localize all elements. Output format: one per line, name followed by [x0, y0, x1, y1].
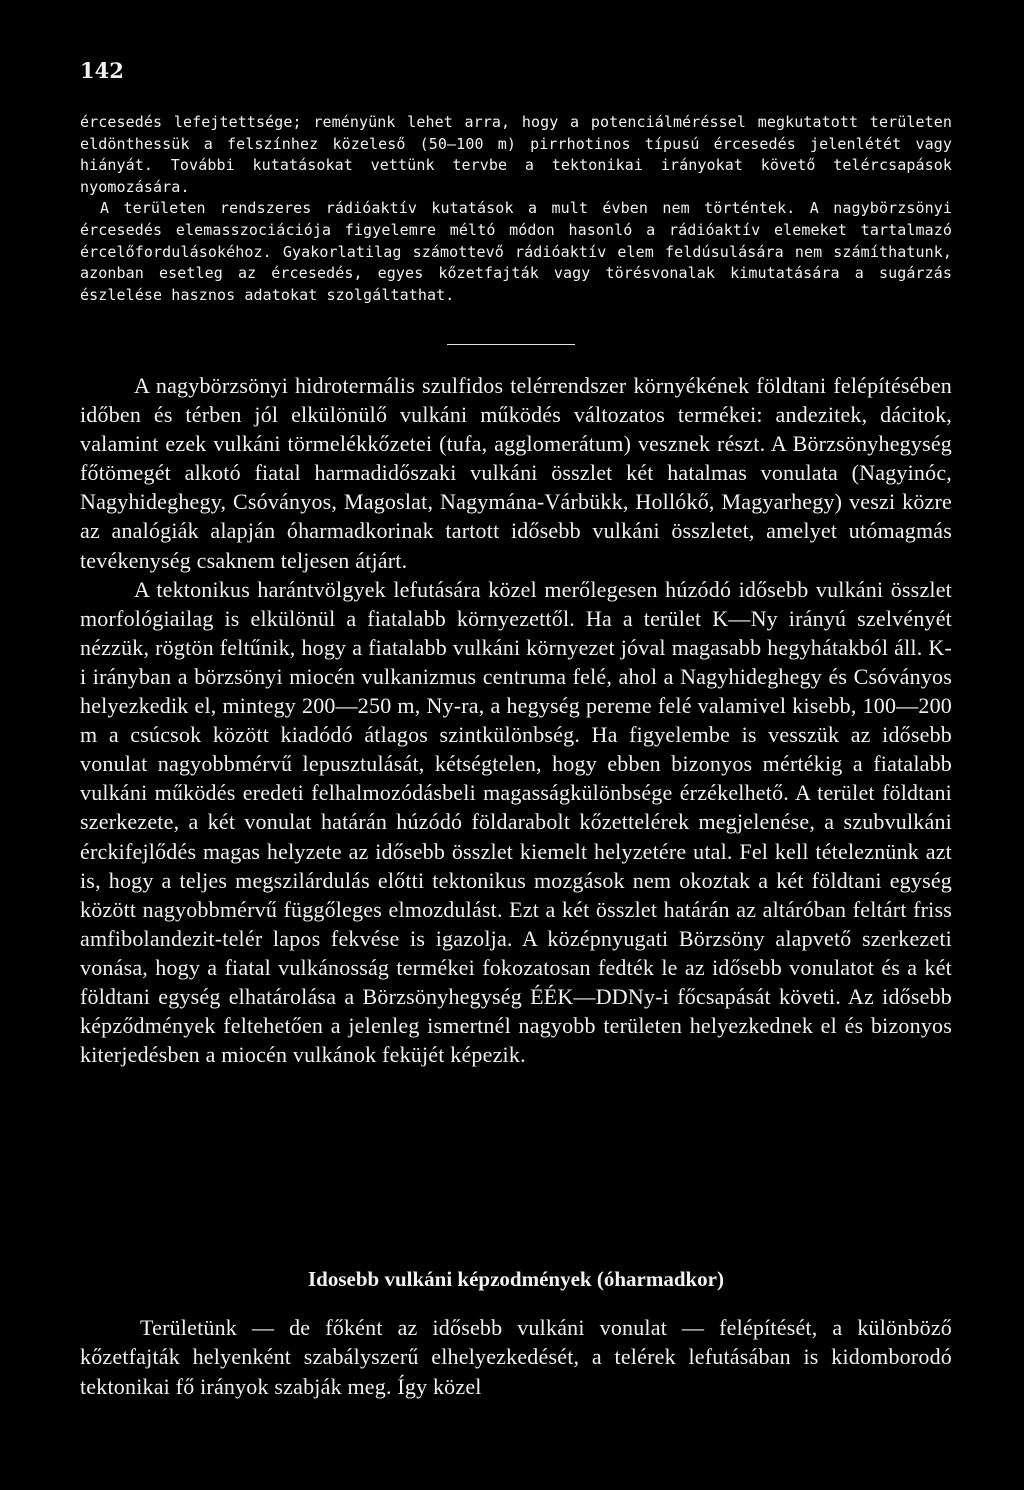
section-divider [447, 344, 575, 345]
body-paragraph: A tektonikus harántvölgyek lefutására közel merőlegesen húzódó idősebb vulkáni összlet morfológiailag is elkülönül a fiatalabb környezettől. Ha a terület K—Ny irányú szelvényét nézzük, rögtön feltűnik, hogy a fiatalabb vulkáni környezet jóval magasabb hegyhátakból áll. K-i irányban a börzsönyi miocén vulkanizmus centruma felé, ahol a Nagyhideghegy és Csóványos helyezkedik el, mintegy 200—250 m, Ny-ra, a hegység pereme felé valamivel kisebb, 100—200 m a csúcsok között kiadódó átlagos szintkülönbség. Ha figyelembe is vesszük az idősebb vonulat nagyobbmérvű lepusztulását, kétségtelen, hogy ebben bizonyos mértékig a fiatalabb vulkáni működés eredeti felhalmozódásbeli magasságkülönbsége érzékelhető. A terület földtani szerkezete, a két vonulat határán húzódó földarabolt kőzettelérek megjelenése, a szubvulkáni érckifejlődés magas helyzete az idősebb összlet kiemelt helyzetére utal. Fel kell tételeznünk azt is, hogy a teljes megszilárdulás előtti tektonikus mozgások nem okoztak a két földtani egység között nagyobbmérvű függőleges elmozdulást. Ezt a két összlet határán az altáróban feltárt friss amfibolandezit-telér lapos fekvése is igazolja. A középnyugati Börzsöny alapvető szerkezeti vonása, hogy a fiatal vulkánosság termékei fokozatosan fedték le az idősebb vonulatot és a két földtani egység elhatárolása a Börzsönyhegység ÉÉK—DDNy-i főcsapását követi. Az idősebb képződmények feltehetően a jelenleg ismertnél nagyobb területen helyezkednek el és bizonyos kiterjedésben a miocén vulkánok feküjét képezik. [80, 576, 952, 1068]
small-paragraph: A területen rendszeres rádióaktív kutatások a mult évben nem történtek. A nagybörzsönyi ércesedés elemasszociációja figyelemre méltó módon hasonló a rádióaktív elemeket tartalmazó ércelőfordulásokéhoz. Gyakorlatilag számottevő rádióaktív elem feldúsulására nem számíthatunk, azonban esetleg az ércesedés, egyes kőzetfajták vagy törésvonalak kimutatására a sugárzás észlelése hasznos adatokat szolgáltathat. [80, 199, 952, 304]
section-heading: Idosebb vulkáni képzodmények (óharmadkor) [308, 1267, 724, 1291]
page-number: 142 [80, 58, 124, 83]
body-paragraph: Területünk — de főként az idősebb vulkáni vonulat — felépítését, a különböző kőzetfajták helyenként szabályszerű elhelyezkedését, a telérek lefutásában is kidomborodó tektonikai fő irányok szabják meg. Így közel [80, 1315, 952, 1399]
small-paragraph: ércesedés lefejtettsége; reményünk lehet arra, hogy a potenciálméréssel megkutatott területen eldönthessük a felszínhez közeleső (50—100 m) pirrhotinos típusú ércesedés jelenlétét vagy hiányát. További kutatásokat vettünk tervbe a tektonikai irányokat követő telércsapások nyomozására. [80, 113, 952, 196]
small-print-section [80, 112, 952, 306]
main-text-section [80, 371, 952, 1069]
body-paragraph: A nagybörzsönyi hidrotermális szulfidos telérrendszer környékének földtani felépítésében időben és térben jól elkülönülő vulkáni működés változatos termékei: andezitek, dácitok, valamint ezek vulkáni törmelékkőzetei (tufa, agglomerátum) vesznek részt. A Börzsönyhegység főtömegét alkotó fiatal harmadidőszaki vulkáni összlet két hatalmas vonulata (Nagyinóc, Nagyhideghegy, Csóványos, Magoslat, Nagymána-Várbükk, Hollókő, Magyarhegy) veszi közre az analógiák alapján óharmadkorinak tartott idősebb vulkáni összletet, amelyet utómagmás tevékenység csaknem teljesen átjárt. [80, 373, 952, 573]
section-text [80, 1313, 952, 1401]
